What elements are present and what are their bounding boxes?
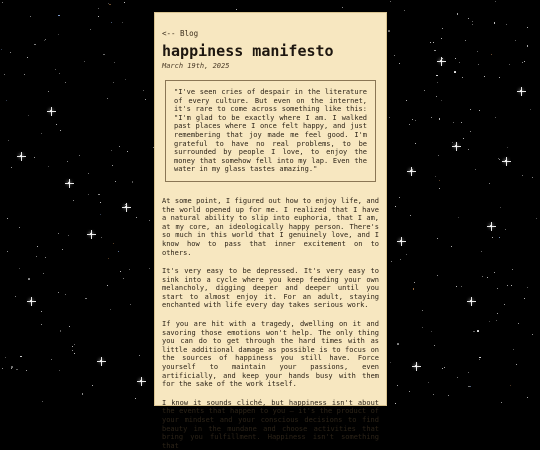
star	[132, 181, 134, 183]
star	[11, 366, 13, 368]
star	[62, 249, 63, 250]
star	[41, 133, 42, 134]
star	[477, 330, 479, 332]
star-sparkle	[47, 107, 56, 116]
paragraph: If you are hit with a tragedy, dwelling on it and savoring those emotions won't help. The only thing you can do to get through the hard times with as little additional damage as possible is to focus on the sources of happiness you still have. Force yourself to maintain your passions, even artificially, and keep your hands busy with them for the sake of the work itself.	[162, 320, 379, 389]
star	[410, 215, 411, 216]
star	[524, 298, 525, 299]
star	[438, 155, 439, 156]
star	[422, 327, 423, 328]
star	[34, 44, 36, 46]
star	[507, 147, 508, 148]
post-date: March 19th, 2025	[162, 62, 230, 70]
star	[236, 9, 237, 10]
star	[27, 57, 28, 58]
star	[463, 138, 464, 139]
star	[112, 165, 113, 166]
star	[79, 155, 80, 156]
star	[42, 401, 43, 402]
star	[59, 73, 60, 74]
star	[41, 311, 42, 312]
star	[489, 321, 490, 322]
paragraph: At some point, I figured out how to enjoy life, and the world opened up for me. I realized that I have a natural ability to slip into euphoria, that I am, at my core, an ideologically happy person. There's so much in this world that I genuinely love, and I know how to pass that inner excitement on to others.	[162, 196, 379, 257]
star	[495, 1, 496, 2]
star	[127, 151, 129, 153]
star	[6, 100, 7, 101]
star	[69, 326, 70, 327]
star	[415, 120, 416, 121]
star	[439, 118, 441, 120]
star	[389, 117, 390, 118]
star	[34, 157, 35, 158]
star	[461, 286, 462, 287]
star	[119, 146, 120, 147]
star-sparkle	[87, 230, 96, 239]
star	[431, 331, 432, 332]
post-title: happiness manifesto	[162, 42, 334, 60]
star	[451, 246, 452, 247]
star	[8, 140, 9, 141]
star	[143, 90, 144, 91]
star	[461, 122, 462, 123]
star	[139, 355, 140, 356]
star	[516, 364, 517, 365]
star	[19, 268, 20, 269]
star-sparkle	[122, 203, 131, 212]
star	[5, 357, 6, 358]
star	[482, 276, 483, 277]
star	[124, 2, 125, 3]
star	[444, 367, 445, 368]
star	[497, 313, 498, 314]
star	[439, 180, 440, 181]
star	[454, 71, 456, 73]
star	[473, 331, 475, 333]
star	[470, 386, 471, 387]
star	[487, 277, 488, 278]
star	[130, 304, 131, 305]
star	[412, 119, 413, 120]
star	[386, 110, 387, 111]
star	[399, 197, 400, 198]
star	[92, 385, 93, 386]
star	[436, 96, 437, 97]
star	[457, 377, 458, 378]
star	[481, 251, 482, 252]
star	[512, 269, 513, 270]
star	[428, 382, 429, 383]
star	[505, 229, 506, 230]
star	[100, 202, 101, 203]
star	[135, 398, 136, 399]
star	[448, 395, 449, 396]
star	[457, 13, 459, 15]
star	[477, 51, 478, 52]
star	[19, 227, 20, 228]
star	[479, 359, 480, 360]
star	[136, 217, 137, 218]
star	[397, 385, 398, 386]
star	[506, 24, 507, 25]
star	[88, 194, 89, 195]
star	[153, 147, 154, 148]
star	[470, 131, 471, 132]
star	[111, 22, 112, 23]
star	[394, 55, 395, 56]
star	[28, 278, 30, 280]
star	[527, 45, 529, 47]
star	[11, 167, 12, 168]
star	[414, 282, 415, 283]
star	[527, 287, 528, 288]
star	[101, 237, 102, 238]
star	[395, 403, 396, 404]
star	[98, 8, 99, 9]
star	[434, 345, 435, 346]
star	[468, 18, 469, 19]
star	[455, 58, 456, 59]
blog-post-page	[155, 13, 386, 450]
star	[60, 330, 62, 332]
star	[7, 251, 8, 252]
star	[100, 214, 101, 215]
star	[400, 259, 401, 260]
star	[536, 218, 537, 219]
star	[15, 296, 16, 297]
star-sparkle	[97, 357, 106, 366]
star	[453, 122, 454, 123]
star-sparkle	[517, 87, 526, 96]
star	[504, 304, 505, 305]
star-sparkle	[397, 237, 406, 246]
star	[123, 278, 124, 279]
star	[489, 183, 490, 184]
star	[26, 370, 27, 371]
star-sparkle	[17, 152, 26, 161]
star	[58, 233, 59, 234]
star	[433, 394, 434, 395]
star	[67, 161, 68, 162]
star	[129, 269, 130, 270]
star	[399, 63, 401, 65]
star	[442, 28, 443, 29]
star	[442, 368, 443, 369]
star	[118, 251, 119, 252]
star-sparkle	[407, 167, 416, 176]
star	[58, 34, 59, 35]
star	[524, 61, 525, 62]
star	[462, 77, 464, 79]
star	[404, 10, 405, 11]
star	[342, 7, 343, 8]
star	[530, 109, 531, 110]
star	[84, 61, 85, 62]
star	[120, 271, 121, 272]
star	[48, 91, 49, 92]
star	[509, 64, 510, 65]
star	[82, 393, 84, 395]
star	[2, 2, 3, 3]
star-sparkle	[502, 157, 511, 166]
star	[527, 397, 528, 398]
star	[468, 149, 469, 150]
star	[41, 324, 42, 325]
star	[511, 285, 512, 286]
star	[468, 372, 469, 373]
star	[125, 79, 126, 80]
star	[145, 99, 146, 100]
star	[494, 22, 496, 24]
star	[122, 22, 123, 23]
star	[149, 220, 150, 221]
star	[98, 16, 99, 17]
star	[492, 237, 494, 239]
star	[475, 169, 476, 170]
star	[501, 402, 502, 403]
back-to-blog-link[interactable]: <-- Blog	[162, 29, 199, 38]
star	[518, 323, 520, 325]
star	[435, 176, 436, 177]
star	[436, 75, 438, 77]
star	[73, 200, 74, 201]
star	[59, 370, 60, 371]
star	[68, 235, 69, 236]
star-sparkle	[65, 179, 74, 188]
star	[437, 275, 438, 276]
star	[459, 62, 460, 63]
star	[458, 217, 459, 218]
star	[434, 50, 436, 52]
star	[456, 286, 457, 287]
star-sparkle	[137, 377, 146, 386]
star	[422, 310, 423, 311]
star	[522, 175, 523, 176]
star	[497, 288, 499, 290]
quote-block: "I've seen cries of despair in the literature of every culture. But even on the internet, it's rare to come across something like this: "I'm glad to be exactly where I am. I walked past places where I once felt happy, and just remembering that joy made me feel good. I'm grateful to have no real problems, to be surrounded by people I love, to enjoy the money that somehow fell into my lap. Even the water in my glass tastes amazing."	[165, 80, 376, 182]
star	[472, 24, 473, 25]
star	[72, 350, 73, 351]
star	[56, 124, 57, 125]
star	[72, 346, 73, 347]
star	[90, 29, 91, 30]
star	[48, 166, 49, 167]
star	[470, 109, 471, 110]
star	[24, 74, 25, 75]
paragraph: I know it sounds cliché, but happiness isn't about the events that happen to you — it's the product of your mindset and your conscious decisions to find beauty in the mundane and choose activities that bring you fulfillment. Happiness isn't something that	[162, 398, 379, 450]
star	[397, 343, 399, 345]
star	[58, 292, 59, 293]
star	[111, 150, 112, 151]
star	[532, 177, 533, 178]
star	[478, 64, 479, 65]
star	[36, 256, 37, 257]
star	[441, 38, 442, 39]
star	[88, 173, 89, 174]
star	[98, 194, 100, 196]
star	[406, 100, 407, 101]
star	[65, 294, 66, 295]
star	[44, 40, 45, 41]
star	[507, 285, 508, 286]
star	[391, 261, 392, 262]
star	[499, 159, 500, 160]
star	[113, 82, 114, 83]
star	[4, 74, 5, 75]
star	[500, 207, 501, 208]
star	[433, 42, 434, 43]
star	[472, 21, 474, 23]
star	[499, 237, 500, 238]
star	[113, 243, 114, 244]
star	[2, 368, 3, 369]
star	[409, 391, 410, 392]
star	[58, 15, 60, 17]
star	[409, 124, 410, 125]
star	[439, 188, 440, 189]
star	[60, 130, 61, 131]
star	[515, 40, 516, 41]
star	[115, 181, 116, 182]
star	[532, 334, 533, 335]
star-sparkle	[412, 362, 421, 371]
star	[437, 82, 438, 83]
star	[496, 320, 497, 321]
star	[85, 298, 87, 300]
star	[431, 117, 432, 118]
star-sparkle	[437, 57, 446, 66]
star	[45, 257, 46, 258]
star	[491, 54, 492, 55]
star	[110, 309, 111, 310]
star	[37, 246, 38, 247]
star	[107, 285, 108, 286]
star	[437, 238, 438, 239]
star	[74, 344, 75, 345]
star	[74, 353, 75, 354]
star	[20, 356, 22, 358]
star	[1, 49, 2, 50]
star	[413, 288, 415, 290]
star	[495, 117, 496, 118]
star	[441, 100, 442, 101]
star	[65, 82, 66, 83]
star	[499, 77, 500, 78]
star	[107, 98, 108, 99]
paragraph: It's very easy to be depressed. It's very easy to sink into a cycle where you keep feeding your own melancholy, digging deeper and deeper until you start to almost enjoy it. For an adult, staying enchanted with life every day takes serious work.	[162, 267, 379, 310]
star	[10, 52, 11, 53]
star	[109, 4, 111, 6]
star	[45, 39, 46, 40]
star-sparkle	[27, 297, 36, 306]
star-sparkle	[467, 297, 476, 306]
star	[395, 206, 396, 207]
star	[415, 143, 416, 144]
star	[103, 54, 105, 56]
star	[522, 62, 523, 63]
star	[16, 369, 18, 371]
star	[114, 62, 115, 63]
star	[388, 30, 390, 32]
star	[149, 268, 150, 269]
star	[55, 69, 56, 70]
star	[406, 254, 407, 255]
star	[479, 110, 480, 111]
star	[390, 1, 391, 2]
star	[43, 273, 44, 274]
star	[11, 368, 12, 369]
star	[390, 362, 391, 363]
star	[7, 218, 8, 219]
star	[424, 90, 425, 91]
star	[30, 16, 31, 17]
star	[510, 385, 511, 386]
star	[494, 272, 495, 273]
star	[51, 359, 52, 360]
star	[28, 115, 29, 116]
star	[513, 349, 514, 350]
star	[430, 42, 431, 43]
star	[484, 76, 485, 77]
star-sparkle	[487, 222, 496, 231]
star	[108, 258, 109, 259]
star	[527, 27, 528, 28]
star	[465, 40, 466, 41]
star-sparkle	[452, 142, 461, 151]
